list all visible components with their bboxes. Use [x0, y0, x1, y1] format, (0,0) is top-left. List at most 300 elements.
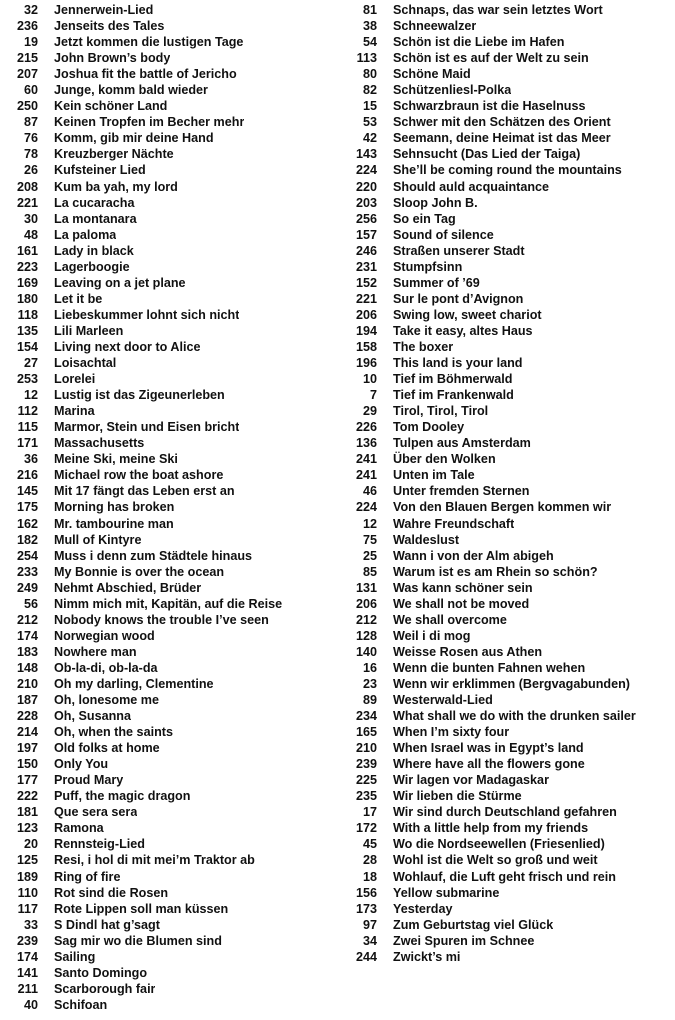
song-number: 241 — [355, 468, 377, 483]
song-number: 85 — [362, 564, 377, 579]
song-entry — [340, 387, 675, 403]
song-entry — [340, 628, 675, 644]
song-number: 118 — [17, 307, 38, 322]
song-number: 249 — [16, 580, 38, 595]
song-title: Weisse Rosen aus Athen — [393, 644, 543, 659]
song-title: Schön ist die Liebe im Hafen — [393, 35, 565, 50]
song-entry — [0, 435, 340, 451]
song-title: Kreuzberger Nächte — [54, 147, 174, 162]
song-entry — [0, 869, 340, 885]
song-title: Westerwald-Lied — [393, 693, 493, 708]
song-number: 223 — [16, 259, 38, 274]
song-title: Proud Mary — [54, 773, 124, 788]
song-number: 40 — [23, 997, 38, 1012]
song-entry — [340, 740, 675, 756]
song-entry — [340, 243, 675, 259]
song-number: 23 — [362, 676, 377, 691]
song-title: Komm, gib mir deine Hand — [54, 131, 214, 146]
song-title: Mit 17 fängt das Leben erst an — [54, 484, 235, 499]
song-title: Tirol, Tirol, Tirol — [393, 404, 489, 419]
song-number: 19 — [23, 35, 38, 50]
song-entry — [340, 371, 675, 387]
song-number: 123 — [16, 821, 38, 836]
song-entry — [340, 660, 675, 676]
song-entry — [0, 243, 340, 259]
song-number: 173 — [355, 901, 377, 916]
song-entry — [340, 339, 675, 355]
song-entry — [0, 339, 340, 355]
song-entry — [340, 451, 675, 467]
song-number: 169 — [16, 275, 38, 290]
song-title: Wahre Freundschaft — [393, 516, 515, 531]
song-number: 210 — [355, 741, 377, 756]
song-entry — [0, 179, 340, 195]
song-number: 87 — [23, 115, 38, 130]
song-title: Schnaps, das war sein letztes Wort — [393, 3, 603, 17]
song-entry — [0, 965, 340, 981]
song-number: 113 — [356, 51, 377, 66]
song-entry — [0, 259, 340, 275]
song-title: Weil i di mog — [393, 628, 471, 643]
song-title: Kein schöner Land — [54, 99, 168, 114]
song-number: 20 — [23, 837, 38, 852]
song-title: Mull of Kintyre — [54, 532, 142, 547]
song-title: Schwarzbraun ist die Haselnuss — [393, 99, 586, 114]
song-number: 82 — [362, 83, 377, 98]
song-title: Lady in black — [54, 243, 134, 258]
song-entry — [0, 532, 340, 548]
song-title: Lorelei — [54, 372, 96, 387]
song-title: Wir sind durch Deutschland gefahren — [393, 805, 617, 820]
song-title: Swing low, sweet chariot — [393, 307, 542, 322]
song-number: 254 — [16, 548, 38, 563]
song-entry — [0, 403, 340, 419]
song-title: Unten im Tale — [393, 468, 475, 483]
song-title: Should auld acquaintance — [393, 179, 550, 194]
song-title: La cucaracha — [54, 195, 135, 210]
song-number: 141 — [16, 965, 38, 980]
song-entry — [0, 467, 340, 483]
song-number: 12 — [23, 388, 38, 403]
song-entry — [340, 580, 675, 596]
song-title: Zum Geburtstag viel Glück — [393, 917, 554, 932]
song-title: Loisachtal — [54, 356, 117, 371]
song-title: Nehmt Abschied, Brüder — [54, 580, 202, 595]
song-title: Schwer mit den Schätzen des Orient — [393, 115, 611, 130]
song-entry — [340, 307, 675, 323]
song-number: 25 — [362, 548, 377, 563]
song-title: Oh, when the saints — [54, 725, 173, 740]
song-entry — [0, 130, 340, 146]
song-entry — [0, 275, 340, 291]
song-title: What shall we do with the drunken sailer — [393, 709, 636, 724]
song-entry — [0, 933, 340, 949]
song-title: My Bonnie is over the ocean — [54, 564, 225, 579]
song-number: 253 — [16, 372, 38, 387]
song-number: 131 — [355, 580, 377, 595]
song-entry — [0, 901, 340, 917]
song-title: Waldeslust — [393, 532, 460, 547]
song-entry — [340, 949, 675, 965]
song-entry — [340, 869, 675, 885]
song-title: Schön ist es auf der Welt zu sein — [393, 51, 589, 66]
song-title: Nimm mich mit, Kapitän, auf die Reise — [54, 596, 283, 611]
song-number: 194 — [355, 323, 377, 338]
song-entry — [340, 419, 675, 435]
song-index-right-column — [340, 2, 675, 965]
song-entry — [340, 146, 675, 162]
song-title: Let it be — [54, 291, 103, 306]
song-title: Tulpen aus Amsterdam — [393, 436, 531, 451]
song-entry — [340, 483, 675, 499]
song-number: 78 — [23, 147, 38, 162]
song-title: Sehnsucht (Das Lied der Taiga) — [393, 147, 581, 162]
song-title: Wann i von der Alm abigeh — [393, 548, 554, 563]
song-title: Jennerwein-Lied — [54, 3, 154, 17]
song-number: 38 — [362, 19, 377, 34]
song-title: Unter fremden Sternen — [393, 484, 530, 499]
song-title: Where have all the flowers gone — [393, 757, 585, 772]
song-entry — [0, 291, 340, 307]
song-entry — [0, 2, 340, 18]
song-number: 256 — [355, 211, 377, 226]
song-number: 208 — [16, 179, 38, 194]
song-title: Ring of fire — [54, 869, 121, 884]
song-entry — [340, 50, 675, 66]
song-number: 48 — [23, 227, 38, 242]
song-number: 16 — [362, 660, 377, 675]
song-number: 135 — [16, 323, 38, 338]
song-title: Ob-la-di, ob-la-da — [54, 660, 158, 675]
song-title: Wohlauf, die Luft geht frisch und rein — [393, 869, 616, 884]
song-number: 212 — [16, 612, 38, 627]
song-title: Leaving on a jet plane — [54, 275, 186, 290]
song-title: Tom Dooley — [393, 420, 465, 435]
song-entry — [340, 917, 675, 933]
song-title: Zwickt’s mi — [393, 949, 461, 964]
song-entry — [0, 885, 340, 901]
song-title: Rennsteig-Lied — [54, 837, 145, 852]
song-entry — [0, 580, 340, 596]
song-entry — [0, 146, 340, 162]
song-number: 182 — [16, 532, 38, 547]
song-number: 54 — [362, 35, 377, 50]
song-number: 171 — [16, 436, 38, 451]
song-entry — [0, 564, 340, 580]
song-number: 228 — [16, 709, 38, 724]
song-entry — [0, 307, 340, 323]
song-number: 80 — [362, 67, 377, 82]
song-entry — [0, 371, 340, 387]
song-entry — [340, 275, 675, 291]
song-number: 145 — [16, 484, 38, 499]
song-entry — [340, 564, 675, 580]
song-entry — [0, 836, 340, 852]
song-title: Joshua fit the battle of Jericho — [54, 67, 237, 82]
song-entry — [0, 355, 340, 371]
song-entry — [0, 949, 340, 965]
song-number: 226 — [355, 420, 377, 435]
song-entry — [340, 82, 675, 98]
song-entry — [340, 532, 675, 548]
song-number: 174 — [16, 949, 38, 964]
song-number: 128 — [355, 628, 377, 643]
song-entry — [340, 836, 675, 852]
song-number: 45 — [362, 837, 377, 852]
song-entry — [0, 162, 340, 178]
song-number: 117 — [17, 901, 38, 916]
song-number: 115 — [17, 420, 38, 435]
song-entry — [340, 195, 675, 211]
song-number: 15 — [362, 99, 377, 114]
song-title: Wir lieben die Stürme — [393, 789, 522, 804]
song-title: Mr. tambourine man — [54, 516, 174, 531]
song-number: 207 — [16, 67, 38, 82]
song-title: Take it easy, altes Haus — [393, 323, 533, 338]
song-number: 246 — [355, 243, 377, 258]
song-entry — [340, 548, 675, 564]
song-number: 97 — [362, 917, 377, 932]
song-title: Kum ba yah, my lord — [54, 179, 178, 194]
song-entry — [340, 933, 675, 949]
song-number: 152 — [355, 275, 377, 290]
song-entry — [340, 676, 675, 692]
song-entry — [340, 323, 675, 339]
song-entry — [0, 548, 340, 564]
song-number: 33 — [23, 917, 38, 932]
song-title: Über den Wolken — [393, 452, 496, 467]
song-entry — [0, 82, 340, 98]
song-number: 125 — [16, 853, 38, 868]
song-number: 46 — [362, 484, 377, 499]
song-entry — [340, 612, 675, 628]
song-number: 220 — [355, 179, 377, 194]
song-number: 172 — [355, 821, 377, 836]
song-number: 140 — [355, 644, 377, 659]
song-number: 189 — [16, 869, 38, 884]
song-title: Lili Marleen — [54, 323, 124, 338]
song-entry — [0, 114, 340, 130]
song-number: 180 — [16, 291, 38, 306]
song-entry — [340, 644, 675, 660]
song-title: Marmor, Stein und Eisen bricht — [54, 420, 240, 435]
song-title: Yellow submarine — [393, 885, 500, 900]
song-number: 154 — [16, 339, 38, 354]
song-title: When Israel was in Egypt’s land — [393, 741, 584, 756]
song-number: 203 — [355, 195, 377, 210]
song-title: Wenn die bunten Fahnen wehen — [393, 660, 586, 675]
song-entry — [340, 211, 675, 227]
song-number: 211 — [17, 981, 38, 996]
song-number: 235 — [355, 789, 377, 804]
song-entry — [0, 18, 340, 34]
song-number: 233 — [16, 564, 38, 579]
song-title: So ein Tag — [393, 211, 456, 226]
song-number: 161 — [16, 243, 38, 258]
song-number: 29 — [362, 404, 377, 419]
song-entry — [340, 885, 675, 901]
song-title: Massachusetts — [54, 436, 145, 451]
song-entry — [0, 660, 340, 676]
song-title: Scarborough fair — [54, 981, 156, 996]
song-title: Liebeskummer lohnt sich nicht — [54, 307, 240, 322]
song-number: 34 — [362, 933, 377, 948]
song-entry — [340, 291, 675, 307]
song-number: 221 — [16, 195, 38, 210]
song-entry — [0, 981, 340, 997]
song-title: Von den Blauen Bergen kommen wir — [393, 500, 612, 515]
song-title: Morning has broken — [54, 500, 175, 515]
song-title: Schifoan — [54, 997, 108, 1012]
song-entry — [0, 419, 340, 435]
song-title: La montanara — [54, 211, 137, 226]
song-title: Que sera sera — [54, 805, 138, 820]
song-entry — [340, 34, 675, 50]
song-title: We shall overcome — [393, 612, 507, 627]
song-title: Wohl ist die Welt so groß und weit — [393, 853, 598, 868]
song-title: Stumpfsinn — [393, 259, 463, 274]
song-entry — [0, 628, 340, 644]
song-entry — [340, 435, 675, 451]
song-number: 18 — [362, 869, 377, 884]
song-number: 206 — [355, 307, 377, 322]
song-title: Nobody knows the trouble I’ve seen — [54, 612, 269, 627]
song-title: This land is your land — [393, 356, 523, 371]
song-title: Oh my darling, Clementine — [54, 676, 214, 691]
song-entry — [340, 259, 675, 275]
song-title: Junge, komm bald wieder — [54, 83, 208, 98]
song-number: 89 — [362, 693, 377, 708]
song-title: Kufsteiner Lied — [54, 163, 146, 178]
song-entry — [0, 788, 340, 804]
song-number: 231 — [355, 259, 377, 274]
song-title: Yesterday — [393, 901, 453, 916]
song-number: 175 — [16, 500, 38, 515]
song-number: 222 — [16, 789, 38, 804]
song-title: Nowhere man — [54, 644, 137, 659]
song-entry — [0, 483, 340, 499]
song-entry — [0, 804, 340, 820]
song-entry — [0, 692, 340, 708]
song-entry — [0, 820, 340, 836]
song-number: 136 — [355, 436, 377, 451]
song-number: 239 — [355, 757, 377, 772]
song-number: 181 — [16, 805, 38, 820]
song-number: 224 — [355, 500, 377, 515]
song-entry — [340, 901, 675, 917]
song-number: 241 — [355, 452, 377, 467]
song-title: Straßen unserer Stadt — [393, 243, 525, 258]
song-number: 197 — [16, 741, 38, 756]
song-title: Oh, Susanna — [54, 709, 131, 724]
song-title: Resi, i hol di mit mei’m Traktor ab — [54, 853, 255, 868]
song-entry — [340, 467, 675, 483]
song-entry — [0, 596, 340, 612]
song-entry — [0, 997, 340, 1013]
song-number: 212 — [355, 612, 377, 627]
song-title: Marina — [54, 404, 95, 419]
song-number: 165 — [355, 725, 377, 740]
song-title: Summer of ’69 — [393, 275, 480, 290]
song-number: 206 — [355, 596, 377, 611]
song-number: 177 — [16, 773, 38, 788]
song-entry — [0, 323, 340, 339]
song-entry — [0, 387, 340, 403]
song-number: 239 — [16, 933, 38, 948]
song-entry — [340, 804, 675, 820]
song-title: Was kann schöner sein — [393, 580, 533, 595]
song-title: Sag mir wo die Blumen sind — [54, 933, 222, 948]
song-number: 60 — [23, 83, 38, 98]
song-number: 75 — [362, 532, 377, 547]
song-number: 81 — [362, 3, 377, 17]
song-number: 112 — [17, 404, 38, 419]
song-number: 215 — [16, 51, 38, 66]
song-number: 187 — [16, 693, 38, 708]
song-title: Keinen Tropfen im Becher mehr — [54, 115, 245, 130]
song-number: 26 — [23, 163, 38, 178]
song-entry — [340, 98, 675, 114]
song-title: S Dindl hat g’sagt — [54, 917, 160, 932]
song-entry — [340, 403, 675, 419]
song-entry — [340, 499, 675, 515]
song-entry — [340, 708, 675, 724]
song-title: Ramona — [54, 821, 104, 836]
song-entry — [340, 724, 675, 740]
song-title: Sound of silence — [393, 227, 494, 242]
song-entry — [0, 34, 340, 50]
song-number: 210 — [16, 676, 38, 691]
song-number: 183 — [16, 644, 38, 659]
song-title: Wir lagen vor Madagaskar — [393, 773, 549, 788]
song-number: 27 — [23, 356, 38, 371]
song-title: Rote Lippen soll man küssen — [54, 901, 229, 916]
song-number: 150 — [16, 757, 38, 772]
song-index-left-column — [0, 2, 340, 1013]
song-title: Muss i denn zum Städtele hinaus — [54, 548, 253, 563]
song-number: 53 — [362, 115, 377, 130]
song-title: Jetzt kommen die lustigen Tage — [54, 35, 244, 50]
song-entry — [0, 451, 340, 467]
song-title: Puff, the magic dragon — [54, 789, 191, 804]
song-title: Tief im Böhmerwald — [393, 372, 513, 387]
song-number: 10 — [362, 372, 377, 387]
song-entry — [340, 18, 675, 34]
song-number: 7 — [369, 388, 377, 403]
song-number: 196 — [355, 356, 377, 371]
song-number: 36 — [23, 452, 38, 467]
song-entry — [340, 772, 675, 788]
song-number: 42 — [362, 131, 377, 146]
song-entry — [0, 917, 340, 933]
song-title: John Brown’s body — [54, 51, 171, 66]
song-number: 156 — [355, 885, 377, 900]
song-title: Wo die Nordseewellen (Friesenlied) — [393, 837, 605, 852]
song-entry — [0, 211, 340, 227]
song-entry — [0, 708, 340, 724]
song-number: 76 — [23, 131, 38, 146]
song-entry — [0, 740, 340, 756]
song-title: Santo Domingo — [54, 965, 148, 980]
song-title: Seemann, deine Heimat ist das Meer — [393, 131, 611, 146]
song-entry — [0, 50, 340, 66]
song-entry — [0, 644, 340, 660]
song-title: Jenseits des Tales — [54, 19, 165, 34]
song-entry — [0, 516, 340, 532]
song-title: Oh, lonesome me — [54, 693, 159, 708]
song-title: Lustig ist das Zigeunerleben — [54, 388, 225, 403]
song-title: We shall not be moved — [393, 596, 530, 611]
